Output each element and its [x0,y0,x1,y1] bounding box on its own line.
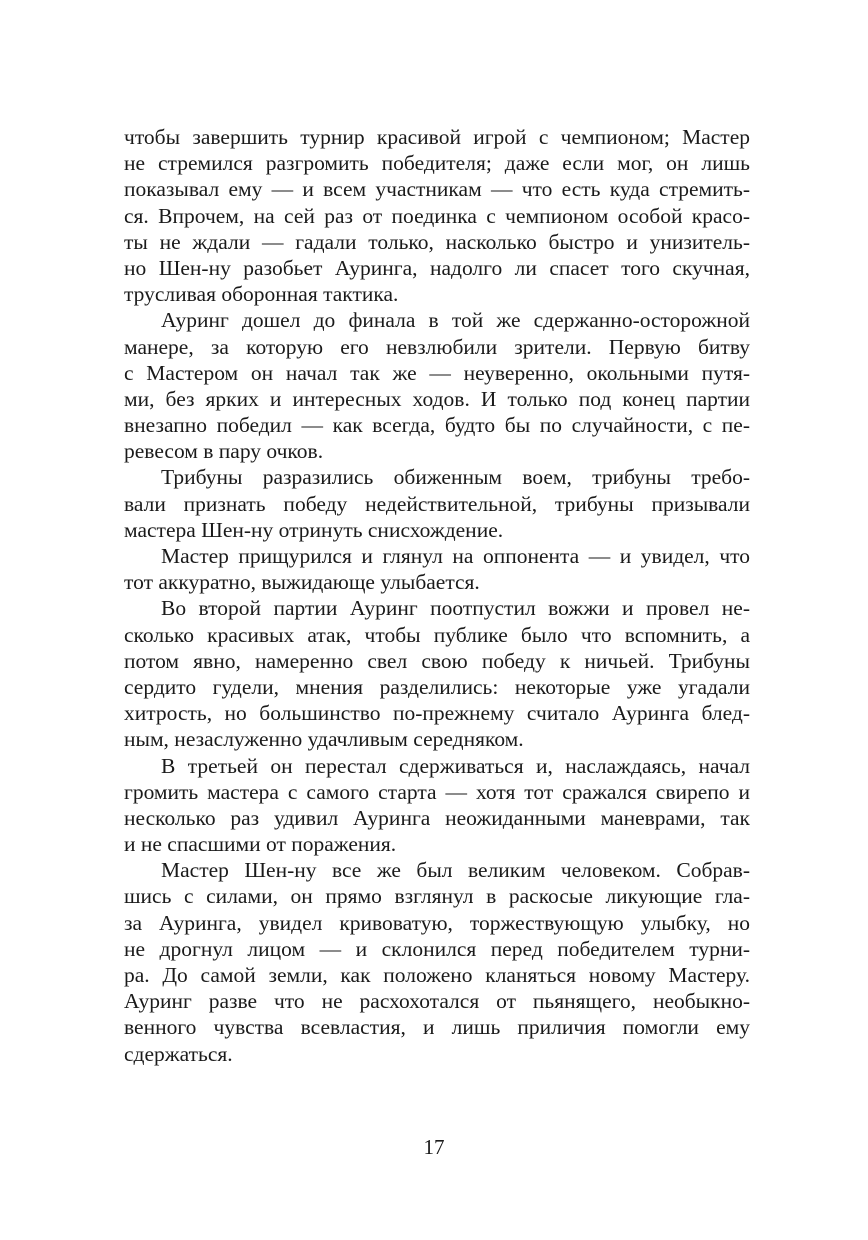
text-line: сердито гудели, мнения разделились: некоторые уже угадали [124,674,750,699]
page-number: 17 [423,1135,445,1159]
text-line: внезапно победил — как всегда, будто бы по случайности, с пе- [124,413,750,438]
text-line: манере, за которую его невзлюбили зрители. Первую битву [124,334,750,359]
text-line: ревесом в пару очков. [124,439,324,464]
text-line: ты не ждали — гадали только, насколько быстро и унизитель- [124,229,750,254]
text-line: В третьей он перестал сдерживаться и, наслаждаясь, начал [161,753,750,778]
text-line: хитрость, но большинство по-прежнему считало Ауринга блед- [124,701,750,726]
text-line: с Мастером он начал так же — неуверенно, окольными путя- [124,360,750,385]
text-line: шись с силами, он прямо взглянул в раскосые ликующие гла- [124,884,750,909]
text-line: вали признать победу недействительной, трибуны призывали [124,491,750,516]
text-line: потом явно, намеренно свел свою победу к ничьей. Трибуны [124,648,750,673]
text-line: трусливая оборонная тактика. [124,282,399,307]
text-line: мастера Шен-ну отринуть снисхождение. [124,517,504,542]
text-line: тот аккуратно, выжидающе улыбается. [124,570,480,595]
text-line: несколько раз удивил Ауринга неожиданными маневрами, так [124,805,750,830]
text-line: показывал ему — и всем участникам — что есть куда стремить- [124,177,750,202]
text-line: ным, незаслуженно удачливым середняком. [124,727,524,752]
text-line: сдержаться. [124,1041,233,1066]
text-line: и не спасшими от поражения. [124,832,397,857]
text-line: ми, без ярких и интересных ходов. И только под конец партии [124,386,750,411]
body-text [124,124,750,1067]
text-line: чтобы завершить турнир красивой игрой с чемпионом; Мастер [124,125,750,149]
text-line: за Ауринга, увидел кривоватую, торжествующую улыбку, но [124,910,750,935]
text-line: ся. Впрочем, на сей раз от поединка с чемпионом особой красо- [124,203,750,228]
text-line: громить мастера с самого старта — хотя тот сражался свирепо и [124,779,750,804]
text-line: Ауринг разве что не расхохотался от пьянящего, необыкно- [124,989,750,1014]
text-line: венного чувства всевластия, и лишь приличия помогли ему [124,1015,750,1040]
text-line: но Шен-ну разобьет Ауринга, надолго ли спасет того скучная, [124,255,750,280]
text-line: Мастер прищурился и глянул на оппонента — и увидел, что [161,544,750,568]
text-line: не стремился разгромить победителя; даже если мог, он лишь [124,151,750,176]
text-line: ра. До самой земли, как положено кланяться новому Мастеру. [124,963,750,987]
text-line: Ауринг дошел до финала в той же сдержанно-осторожной [161,308,750,333]
text-line: не дрогнул лицом — и склонился перед победителем турни- [124,936,750,961]
text-line: Во второй партии Ауринг поотпустил вожжи и провел не- [161,596,750,621]
text-line: сколько красивых атак, чтобы публике было что вспомнить, а [124,622,750,647]
text-line: Мастер Шен-ну все же был великим человеком. Собрав- [161,858,750,883]
text-line: Трибуны разразились обиженным воем, трибуны требо- [161,465,750,490]
